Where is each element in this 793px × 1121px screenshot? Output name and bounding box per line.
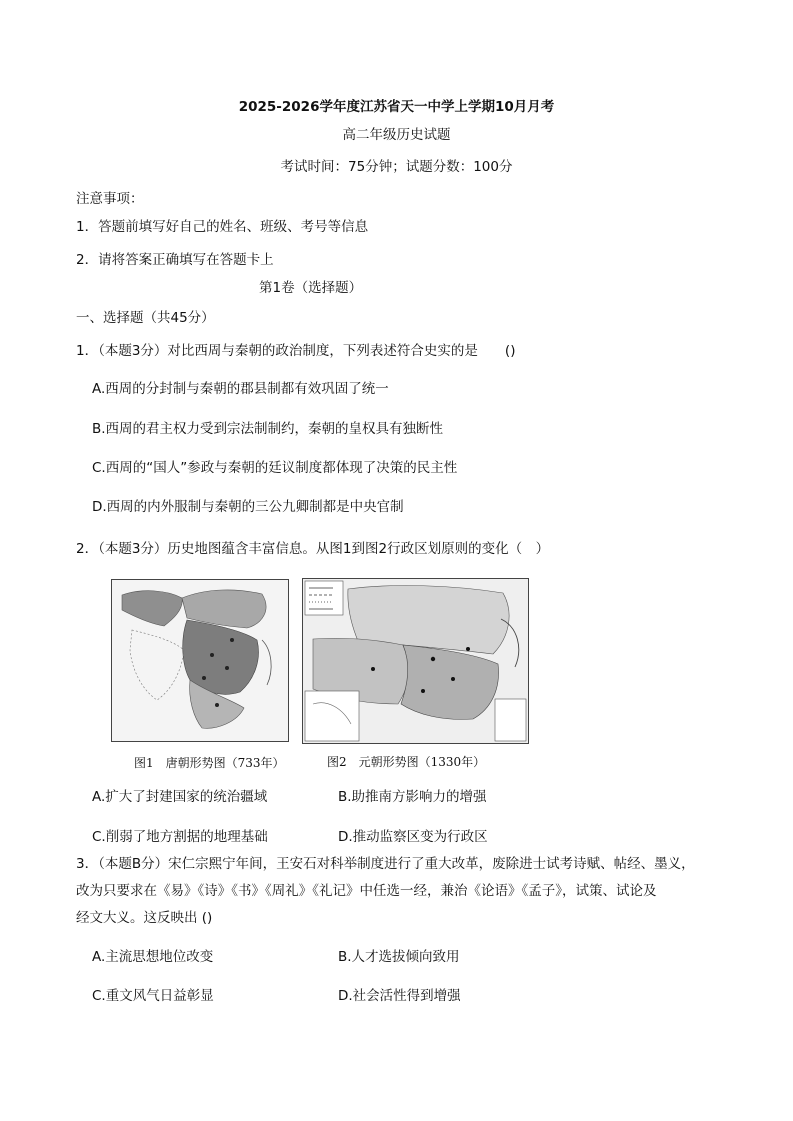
yuan-map-image bbox=[302, 578, 529, 744]
volume-heading: 第1卷（选择题） bbox=[259, 280, 363, 296]
question-3-stem-line: 改为只要求在《易》《诗》《书》《周礼》《礼记》中任选一经，兼治《论语》《孟子》，试策、试论及 bbox=[76, 883, 657, 899]
question-2-option-d: D.推动监察区变为行政区 bbox=[338, 829, 488, 845]
yuan-map-drawing bbox=[303, 579, 528, 743]
question-1-option-c: C.西周的“国人”参政与秦朝的廷议制度都体现了决策的民主性 bbox=[92, 460, 458, 476]
question-1-option-a: A.西周的分封制与秦朝的郡县制都有效巩固了统一 bbox=[92, 381, 389, 397]
question-2-option-a: A.扩大了封建国家的统治疆域 bbox=[92, 789, 268, 805]
question-1-option-b: B.西周的君主权力受到宗法制制约，秦朝的皇权具有独断性 bbox=[92, 421, 444, 437]
figure-2-caption: 图2 元朝形势图（1330年） bbox=[327, 755, 486, 769]
question-3-option-c: C.重文风气日益彰显 bbox=[92, 988, 214, 1004]
question-3-option-a: A.主流思想地位改变 bbox=[92, 949, 214, 965]
notice-item: 2．请将答案正确填写在答题卡上 bbox=[76, 252, 274, 268]
tang-map-image bbox=[111, 579, 289, 742]
tang-map-drawing bbox=[112, 580, 288, 741]
question-3-option-b: B.人才选拔倾向致用 bbox=[338, 949, 460, 965]
exam-title: 2025-2026学年度江苏省天一中学上学期10月月考 bbox=[238, 99, 555, 115]
notice-heading: 注意事项： bbox=[76, 191, 144, 207]
section-heading: 一、选择题（共45分） bbox=[76, 310, 215, 326]
exam-info: 考试时间：75分钟；试题分数：100分 bbox=[280, 159, 513, 175]
question-3-stem-line: 3．（本题B分）宋仁宗熙宁年间，王安石对科举制度进行了重大改革，废除进士试考诗赋、帖经、墨义， bbox=[76, 856, 695, 872]
question-2-option-c: C.削弱了地方割据的地理基础 bbox=[92, 829, 268, 845]
question-2-stem: 2．（本题3分）历史地图蕴含丰富信息。从图1到图2行政区划原则的变化（ ） bbox=[76, 541, 550, 557]
question-3-stem-line: 经文大义。这反映出 () bbox=[76, 910, 213, 926]
exam-subtitle: 高二年级历史试题 bbox=[342, 127, 451, 143]
question-1-stem: 1．（本题3分）对比西周与秦朝的政治制度，下列表述符合史实的是 () bbox=[76, 343, 516, 359]
question-1-option-d: D.西周的内外服制与秦朝的三公九卿制都是中央官制 bbox=[92, 499, 404, 515]
question-3-option-d: D.社会活性得到增强 bbox=[338, 988, 461, 1004]
notice-item: 1．答题前填写好自己的姓名、班级、考号等信息 bbox=[76, 219, 369, 235]
figure-1-caption: 图1 唐朝形势图（733年） bbox=[134, 756, 285, 770]
question-2-option-b: B.助推南方影响力的增强 bbox=[338, 789, 487, 805]
